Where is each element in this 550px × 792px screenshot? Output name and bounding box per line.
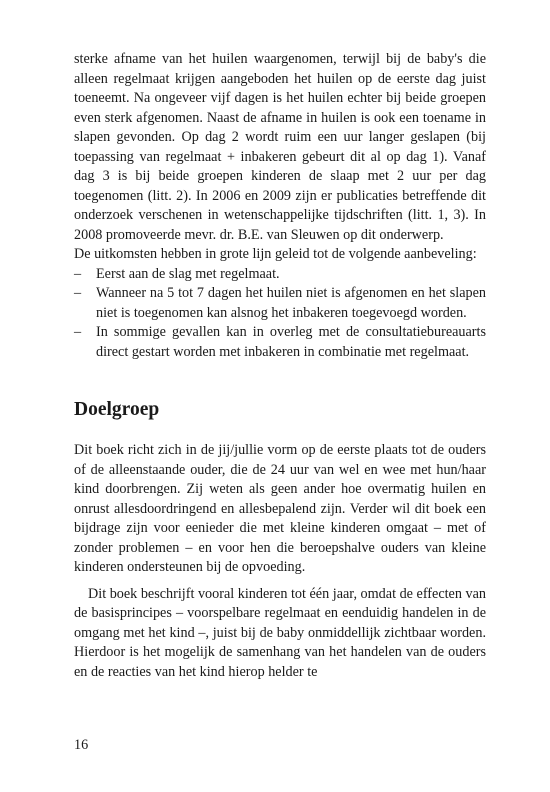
page-number: 16 (74, 737, 89, 753)
paragraph-recommendation-intro: De uitkomsten hebben in grote lijn geleid tot de volgende aanbeveling: (74, 246, 477, 262)
list-item (74, 323, 486, 362)
paragraph-book-scope: Dit boek beschrijft vooral kinderen tot één jaar, omdat de effecten van de basisprincipes – voorspelbare regelmaat en eenduidig handelen in de omgang met het kind –, juist bij de baby onmiddellijk zichtbaar worden. Hierdoor is het mogelijk de samenhang van het handelen van de ouders en de reacties van het kind hierop helder te (74, 585, 486, 680)
paragraph-research-results: sterke afname van het huilen waargenomen, terwijl bij de baby's die alleen regelmaat krijgen aangeboden het huilen op de eerste dag juist toeneemt. Na ongeveer vijf dagen is het huilen echter bij beide groepen even sterk afgenomen. Naast de afname in huilen is ook een toename in slapen gevonden. Op dag 2 wordt ruim een uur langer geslapen (bij toepassing van regelmaat + inbakeren gebeurt dit al op dag 1). Vanaf dag 3 is bij beide groepen kinderen de slaap met 2 uur per dag toegenomen (litt. 2). In 2006 en 2009 zijn er publicaties betreffende dit onderzoek verschenen in wetenschappelijke tijdschriften (litt. 1, 3). In 2008 promoveerde mevr. dr. B.E. van Sleuwen op dit onderwerp. (74, 51, 486, 243)
list-dash: – (74, 324, 82, 340)
list-item-text: Wanneer na 5 tot 7 dagen het huilen niet is afgenomen en het slapen niet is toegenomen kan alsnog het inbakeren toegevoegd worden. (96, 285, 486, 321)
list-item (74, 265, 486, 285)
page-body (74, 50, 486, 682)
list-dash: – (74, 285, 82, 301)
list-item-text: In sommige gevallen kan in overleg met de consultatiebureauarts direct gestart worden met inbakeren in combinatie met regelmaat. (96, 324, 486, 360)
list-dash: – (74, 265, 82, 282)
recommendation-list (74, 265, 486, 363)
list-item (74, 284, 486, 323)
list-item-text: Eerst aan de slag met regelmaat. (96, 265, 280, 282)
paragraph-target-audience: Dit boek richt zich in de jij/jullie vorm op de eerste plaats tot de ouders of de alleenstaande ouder, die de 24 uur van wel en wee met hun/haar kind doorbrengen. Zij weten als geen ander hoe overmatig huilen en onrust allesdoordringend en allesbepalend zijn. Verder wil dit boek een bijdrage zijn voor eenieder die met kleine kinderen omgaat – met of zonder problemen – en voor hen die beroepshalve ouders van kleine kinderen ondersteunen bij de opvoeding. (74, 442, 486, 575)
section-heading: Doelgroep (74, 399, 160, 420)
